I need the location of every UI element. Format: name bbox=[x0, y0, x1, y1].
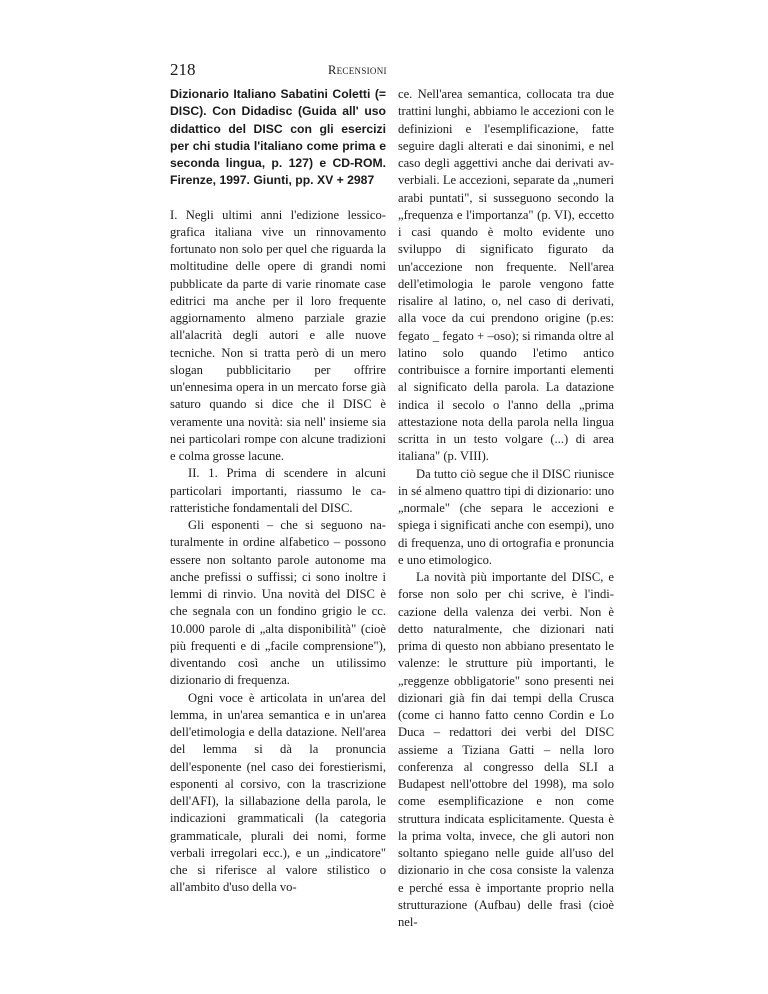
paragraph: ce. Nell'area semantica, collocata tra due trattini lunghi, abbiamo le accezioni con le definizioni e l'esemplificazione, fatte seguire dagli alterati e dai sinonimi, e nel caso degli aggettivi anche dai derivati avverbiali. Le accezioni, separate da „numeri arabi puntati", si susseguono secondo la „frequenza e l'importanza" (p. VI), eccetto i casi quando è molto evidente uno sviluppo di significato figurato da un'accezione non frequente. Nell'area dell'etimologia le parole vengono fatte risalire al latino, o, nel caso di derivati, alla voce da cui prendono origine (p.es: fegato _ fegato + –oso); si rimanda oltre al latino solo quando l'etimo antico contribuisce a fornire importanti elementi al significato della parola. La datazione indica il secolo o l'anno della „prima attestazione nota della parola nella lingua scritta in un testo volgare (...) di area italiana" (p. VIII). bbox=[398, 87, 614, 464]
paragraph: Ogni voce è articolata in un'area del lemma, in un'area semantica e in un'area dell'etimologia e della datazione. Nell'area del lemma si dà la pronuncia dell'esponente (nel caso dei forestierismi, esponenti al corsivo, con la trascrizione dell'AFI), la sillabazione della parola, le indicazioni grammaticali (la categoria grammaticale, plurali dei nomi, forme verbali irregolari ecc.), e un „indicatore" che si riferisce al valore stilistico o all'ambito d'uso della vo- bbox=[170, 690, 386, 895]
paragraph: Gli esponenti – che si seguono naturalmente in ordine alfabetico – possono essere non soltanto parole autonome ma anche prefissi o suffissi; ci sono inoltre i lemmi di rinvio. Una novità del DISC è che segnala con un fondino grigio le cc. 10.000 parole di „alta disponibilità" (cioè più frequenti e di „facile comprensione"), diventando così anche un utilissimo dizionario di frequenza. bbox=[170, 518, 386, 688]
review-title: Dizionario Italiano Sabatini Coletti (= DISC). Con Didadisc (Guida all' uso didattico del DISC con gli esercizi per chi studia l'italiano come prima e seconda lingua, p. 127) e CD-ROM. Firenze, 1997. Giunti, pp. XV + 2987 bbox=[170, 87, 386, 188]
paragraph: I. Negli ultimi anni l'edizione lessicografica italiana vive un rinnovamento fortunato non solo per quel che riguarda la moltitudine delle opere di grandi nomi pubblicate da parte di varie rinomate case editrici ma anche per il loro frequente aggiornamento almeno parziale grazie all'alacrità degli autori e alle nuove tecniche. Non si tratta però di un mero slogan pubblicitario per offrire un'ennesima opera in un mercato forse già saturo quando si dice che il DISC è veramente una novità: sia nell' insieme sia nei particolari rompe con alcune tradizioni e colma grosse lacune. bbox=[170, 207, 386, 463]
paragraph: La novità più importante del DISC, e forse non solo per chi scrive, è l'indicazione della valenza dei verbi. Non è detto naturalmente, che dizionari nati prima di questo non abbiano presentato le valenze: le strutture più importanti, le „reggenze obbligatorie" sono presenti nei dizionari già fin dai tempi della Crusca (come ci hanno fatto cenno Cordin e Lo Duca – redattori dei verbi del DISC assieme a Tiziana Gatti – nella loro conferenza al congresso della SLI a Budapest nell'ottobre del 1998), ma solo come esemplificazione e non come struttura indicata esplicitamente. Questa è la prima volta, invece, che gli autori non soltanto spiegano nelle guide all'uso del dizionario in che cosa consiste la valenza e perché essa è importante proprio nella strutturazione (Aufbau) delle frasi (cioè nel- bbox=[398, 570, 614, 929]
paragraph: II. 1. Prima di scendere in alcuni particolari importanti, riassumo le caratteristiche fondamentali del DISC. bbox=[170, 466, 386, 515]
paragraph: Da tutto ciò segue che il DISC riunisce in sé almeno quattro tipi di dizionario: uno „normale" (che separa le accezioni e spiega i significati anche con esempi), uno di frequenza, uno di ortografia e pronuncia e uno etimologico. bbox=[398, 466, 614, 567]
left-column bbox=[170, 86, 386, 897]
page-number: 218 bbox=[170, 60, 196, 79]
right-column bbox=[398, 86, 614, 931]
running-head: Recensioni bbox=[328, 63, 387, 77]
